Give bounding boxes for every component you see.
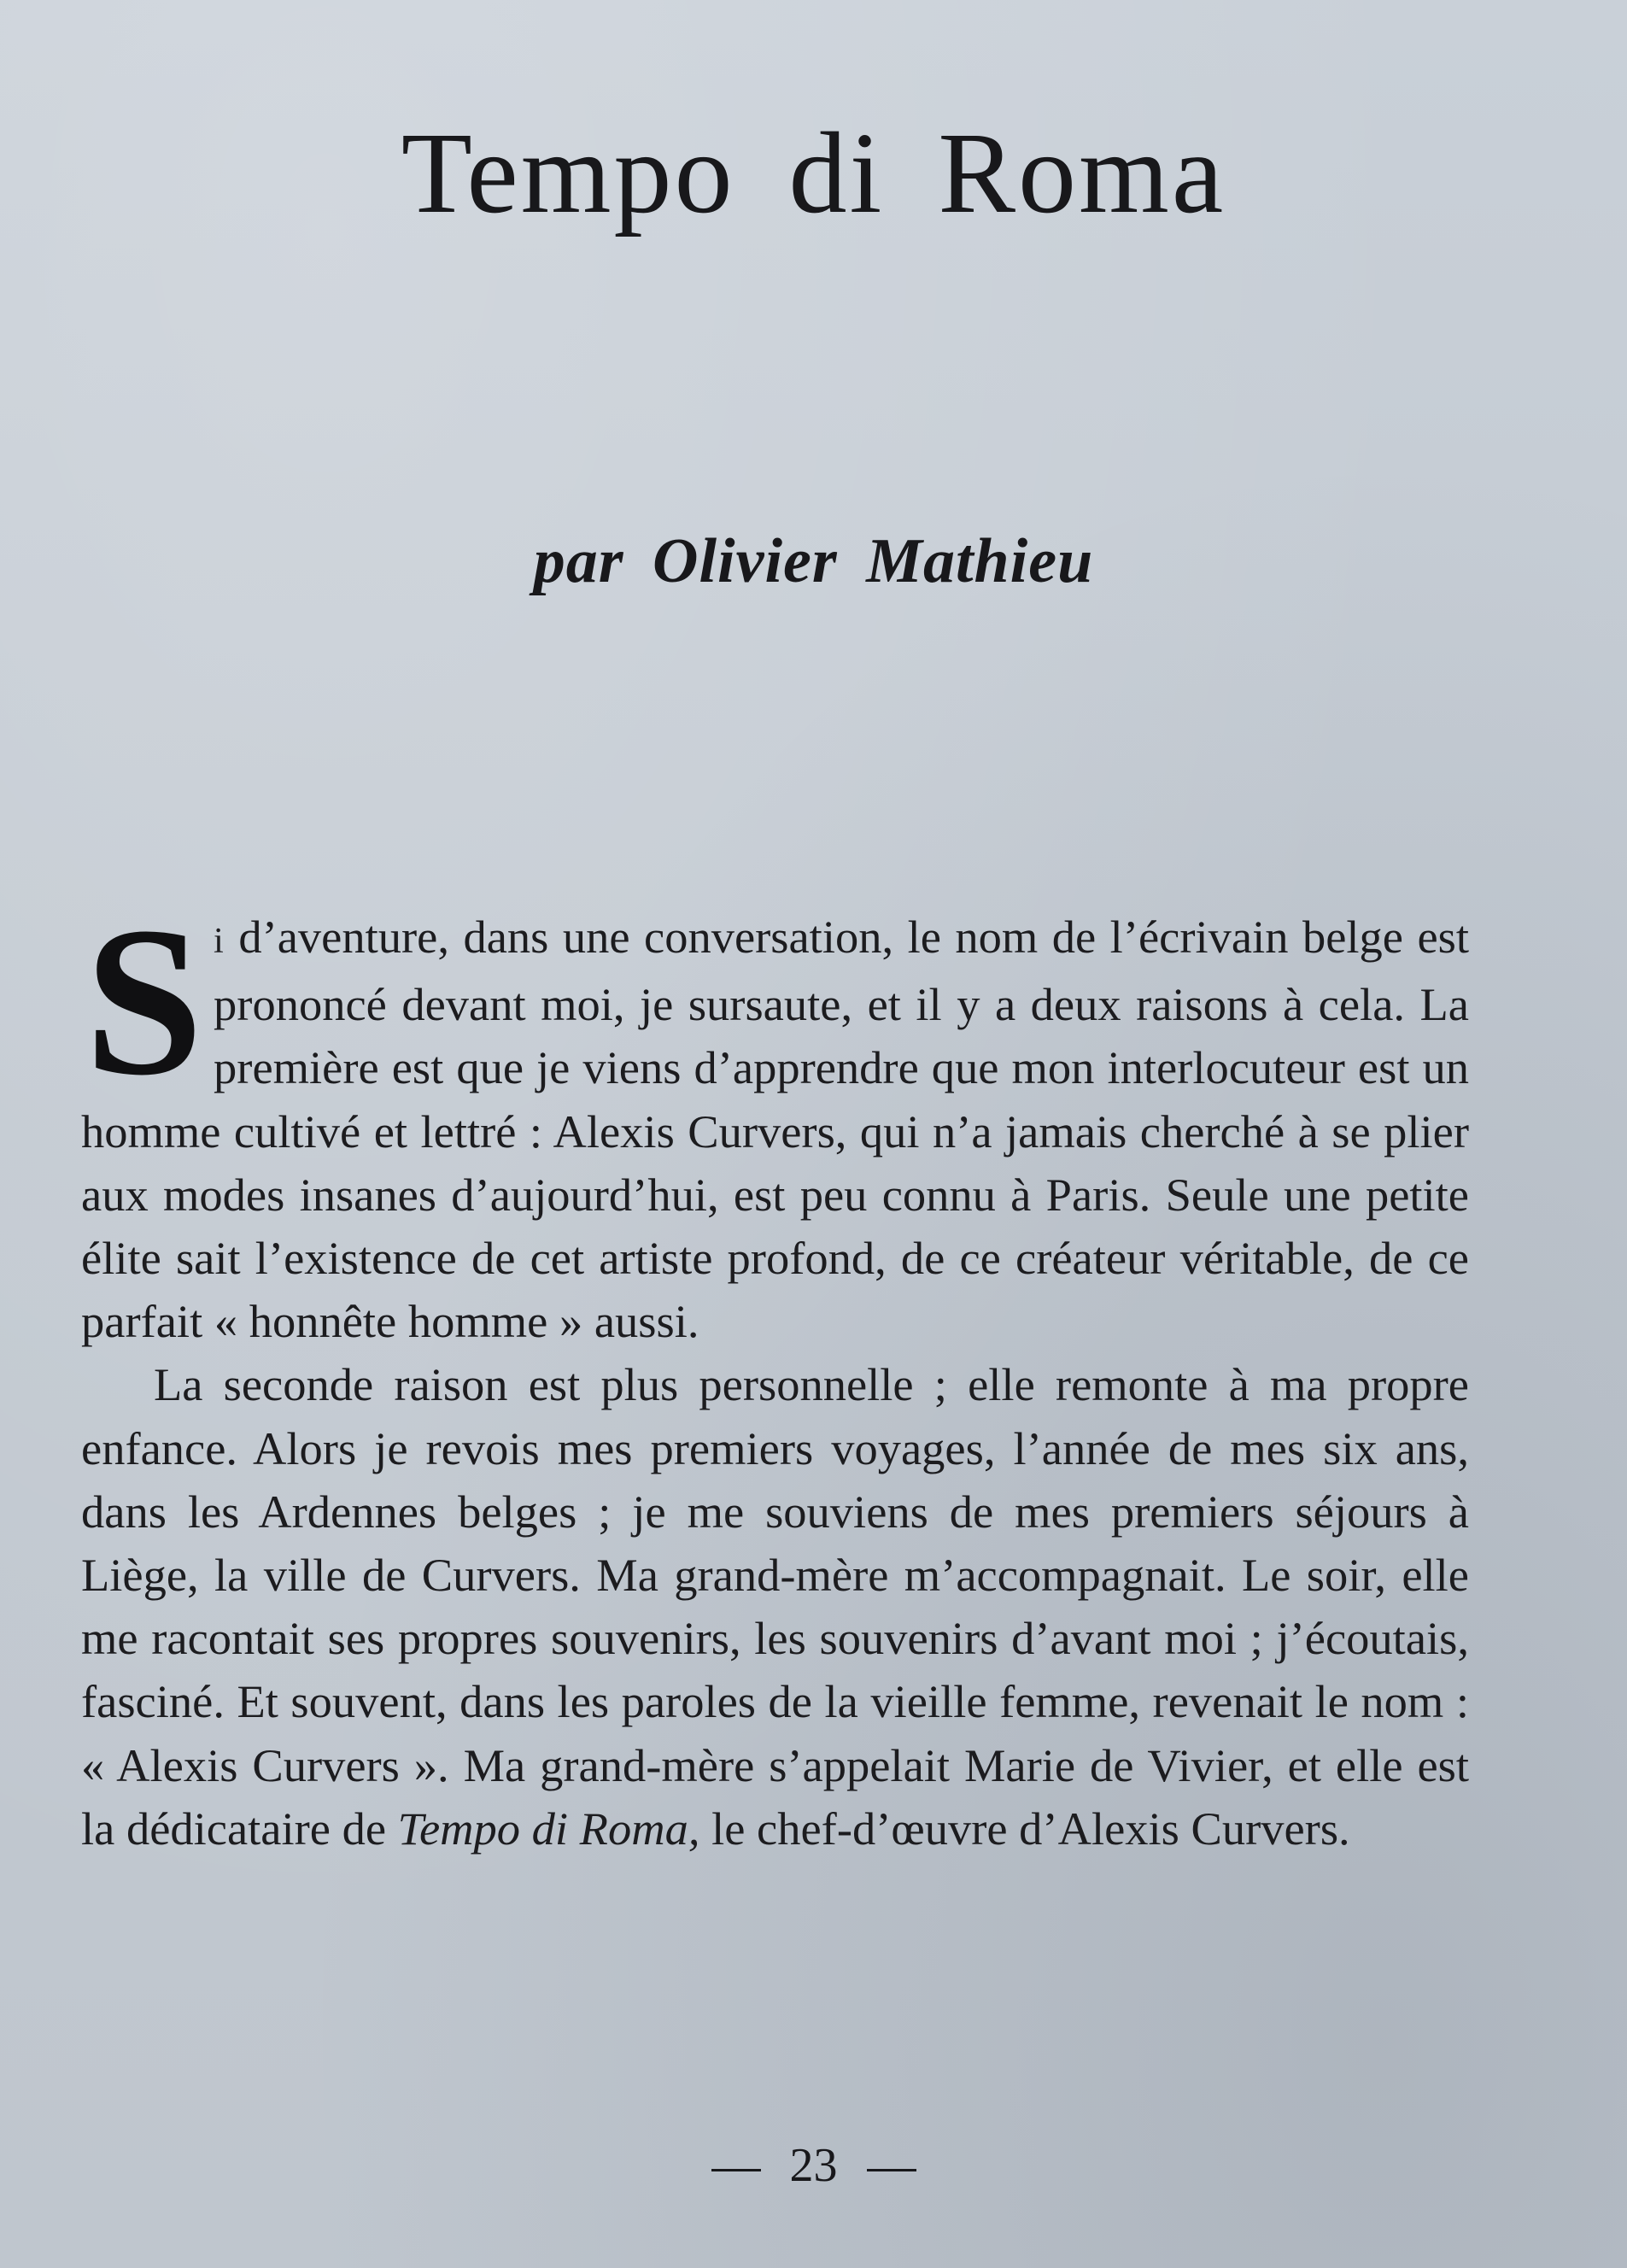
footer-dash-right [867,2169,916,2171]
drop-cap: S [85,883,204,1120]
paragraph-2-tail: le chef-d’œuvre d’Alexis Curvers. [699,1802,1350,1855]
article-byline: par Olivier Mathieu [533,526,1094,596]
page-footer [0,2138,1627,2193]
article-body [81,883,1469,1861]
book-title-italic: Tempo di Roma, [397,1802,700,1855]
paragraph-1 [81,883,1469,1353]
footer-dash-left [711,2169,761,2171]
page-number: 23 [789,2139,838,2192]
paragraph-2 [81,1353,1469,1861]
article-title: Tempo di Roma [401,109,1226,237]
paragraph-1-lead: i [214,921,225,961]
paragraph-2-text: La seconde raison est plus personnelle ; elle remonte à ma propre enfance. Alors je revois mes premiers voyages, l’année de mes six ans, dans les Ardennes belges ; je me souviens de mes premiers séjours à Liège, la ville de Curvers. Ma grand-mère m’accompagnait. Le soir, elle me racontait ses propres souvenirs, les souvenirs d’avant moi ; j’écoutais, fasciné. Et souvent, dans les paroles de la vieille femme, revenait le nom : « Alexis Curvers ». Ma grand-mère s’appelait Marie de Vivier, et elle est la dédicataire de [81,1358,1469,1855]
paragraph-1-text: d’aventure, dans une conversation, le nom de l’écrivain belge est prononcé devant moi, je sursaute, et il y a deux raisons à cela. La première est que je viens d’apprendre que mon interlocuteur est un homme cultivé et lettré : Alexis Curvers, qui n’a jamais cherché à se plier aux modes insanes d’aujourd’hui, est peu connu à Paris. Seule une petite élite sait l’existence de cet artiste profond, de ce créateur véritable, de ce parfait « honnête homme » aussi. [81,911,1469,1348]
